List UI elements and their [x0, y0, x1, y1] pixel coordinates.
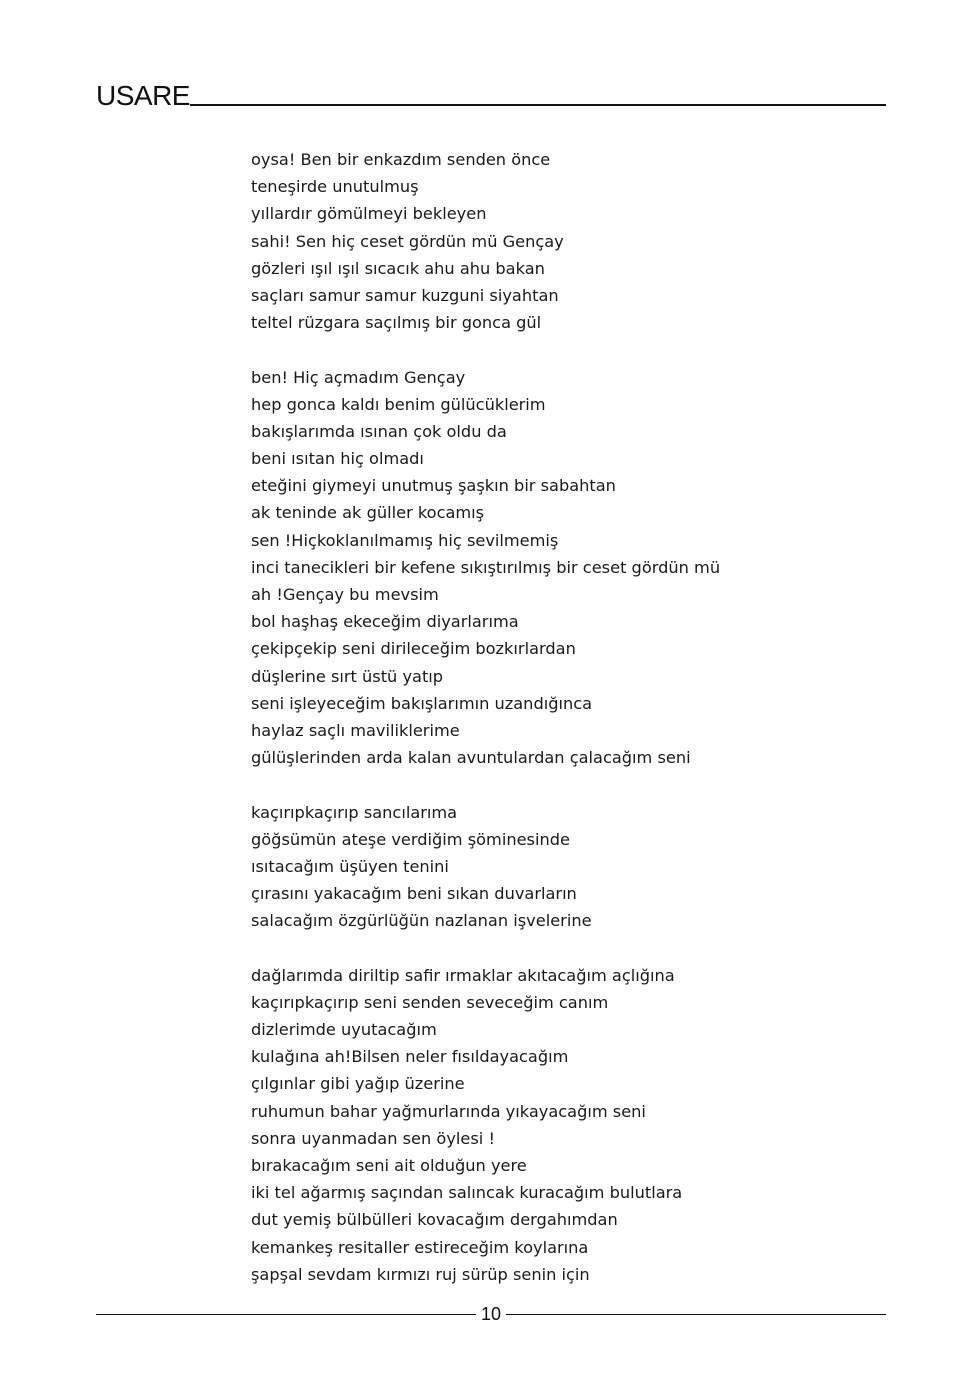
header-rule	[190, 104, 886, 106]
poem-line: dağlarımda diriltip safir ırmaklar akıtacağım açlığına	[251, 965, 675, 985]
poem-line: kaçırıpkaçırıp sancılarıma	[251, 802, 458, 822]
poem-line: teneşirde unutulmuş	[251, 177, 419, 197]
poem-line: sahi! Sen hiç ceset gördün mü Gençay	[251, 231, 564, 251]
poem-line: sonra uyanmadan sen öylesi !	[251, 1128, 495, 1148]
poem-line: çekipçekip seni dirileceğim bozkırlardan	[251, 639, 576, 659]
poem-line: iki tel ağarmış saçından salıncak kuracağım bulutlara	[251, 1183, 683, 1203]
poem-line: teltel rüzgara saçılmış bir gonca gül	[251, 313, 542, 333]
poem-line: ısıtacağım üşüyen tenini	[251, 856, 449, 876]
stanza-4	[251, 962, 851, 1288]
poem-line: dut yemiş bülbülleri kovacağım dergahımdan	[251, 1210, 618, 1230]
poem-line: inci tanecikleri bir kefene sıkıştırılmış bir ceset gördün mü	[251, 557, 721, 577]
poem-line: şapşal sevdam kırmızı ruj sürüp senin için	[251, 1264, 590, 1284]
poem-line: eteğini giymeyi unutmuş şaşkın bir sabahtan	[251, 476, 616, 496]
poem-line: ben! Hiç açmadım Gençay	[251, 367, 466, 387]
poem-line: göğsümün ateşe verdiğim şöminesinde	[251, 829, 570, 849]
poem-line: çırasını yakacağım beni sıkan duvarların	[251, 884, 577, 904]
poem-line: kemankeş resitaller estireceğim koylarına	[251, 1237, 589, 1257]
poem-line: düşlerine sırt üstü yatıp	[251, 666, 444, 686]
poem-line: seni işleyeceğim bakışlarımın uzandığınca	[251, 693, 593, 713]
poem-line: bırakacağım seni ait olduğun yere	[251, 1155, 527, 1175]
poem-line: yıllardır gömülmeyi bekleyen	[251, 204, 487, 224]
page-number: 10	[480, 1304, 502, 1324]
stanza-2	[251, 364, 851, 772]
poem-line: oysa! Ben bir enkazdım senden önce	[251, 150, 551, 169]
poem-line: ruhumun bahar yağmurlarında yıkayacağım seni	[251, 1101, 646, 1121]
poem-line: bakışlarımda ısınan çok oldu da	[251, 421, 507, 441]
poem-line: saçları samur samur kuzguni siyahtan	[251, 285, 559, 305]
footer-rule-right	[506, 1314, 886, 1315]
poem-line: bol haşhaş ekeceğim diyarlarıma	[251, 612, 519, 632]
poem-body	[251, 146, 851, 1315]
poem-line: ah !Gençay bu mevsim	[251, 585, 439, 604]
poem-line: dizlerimde uyutacağım	[251, 1020, 437, 1039]
poem-line: kaçırıpkaçırıp seni senden seveceğim canım	[251, 992, 609, 1012]
footer-rule-left	[96, 1314, 476, 1315]
poem-line: çılgınlar gibi yağıp üzerine	[251, 1074, 465, 1094]
poem-line: hep gonca kaldı benim gülücüklerim	[251, 394, 546, 414]
stanza-1	[251, 146, 851, 336]
poem-line: gözleri ışıl ışıl sıcacık ahu ahu bakan	[251, 258, 545, 278]
poem-line: ak teninde ak güller kocamış	[251, 503, 485, 523]
page-footer	[96, 1302, 886, 1326]
poem-line: beni ısıtan hiç olmadı	[251, 449, 424, 469]
poem-line: sen !Hiçkoklanılmamış hiç sevilmemiş	[251, 530, 559, 550]
page-header	[96, 80, 886, 112]
poem-line: kulağına ah!Bilsen neler fısıldayacağım	[251, 1047, 569, 1067]
poem-line: gülüşlerinden arda kalan avuntulardan çalacağım seni	[251, 748, 691, 768]
poem-line: salacağım özgürlüğün nazlanan işvelerine	[251, 911, 592, 931]
poem-line: haylaz saçlı maviliklerime	[251, 720, 460, 740]
stanza-3	[251, 799, 851, 935]
header-title: USARE	[96, 80, 190, 111]
